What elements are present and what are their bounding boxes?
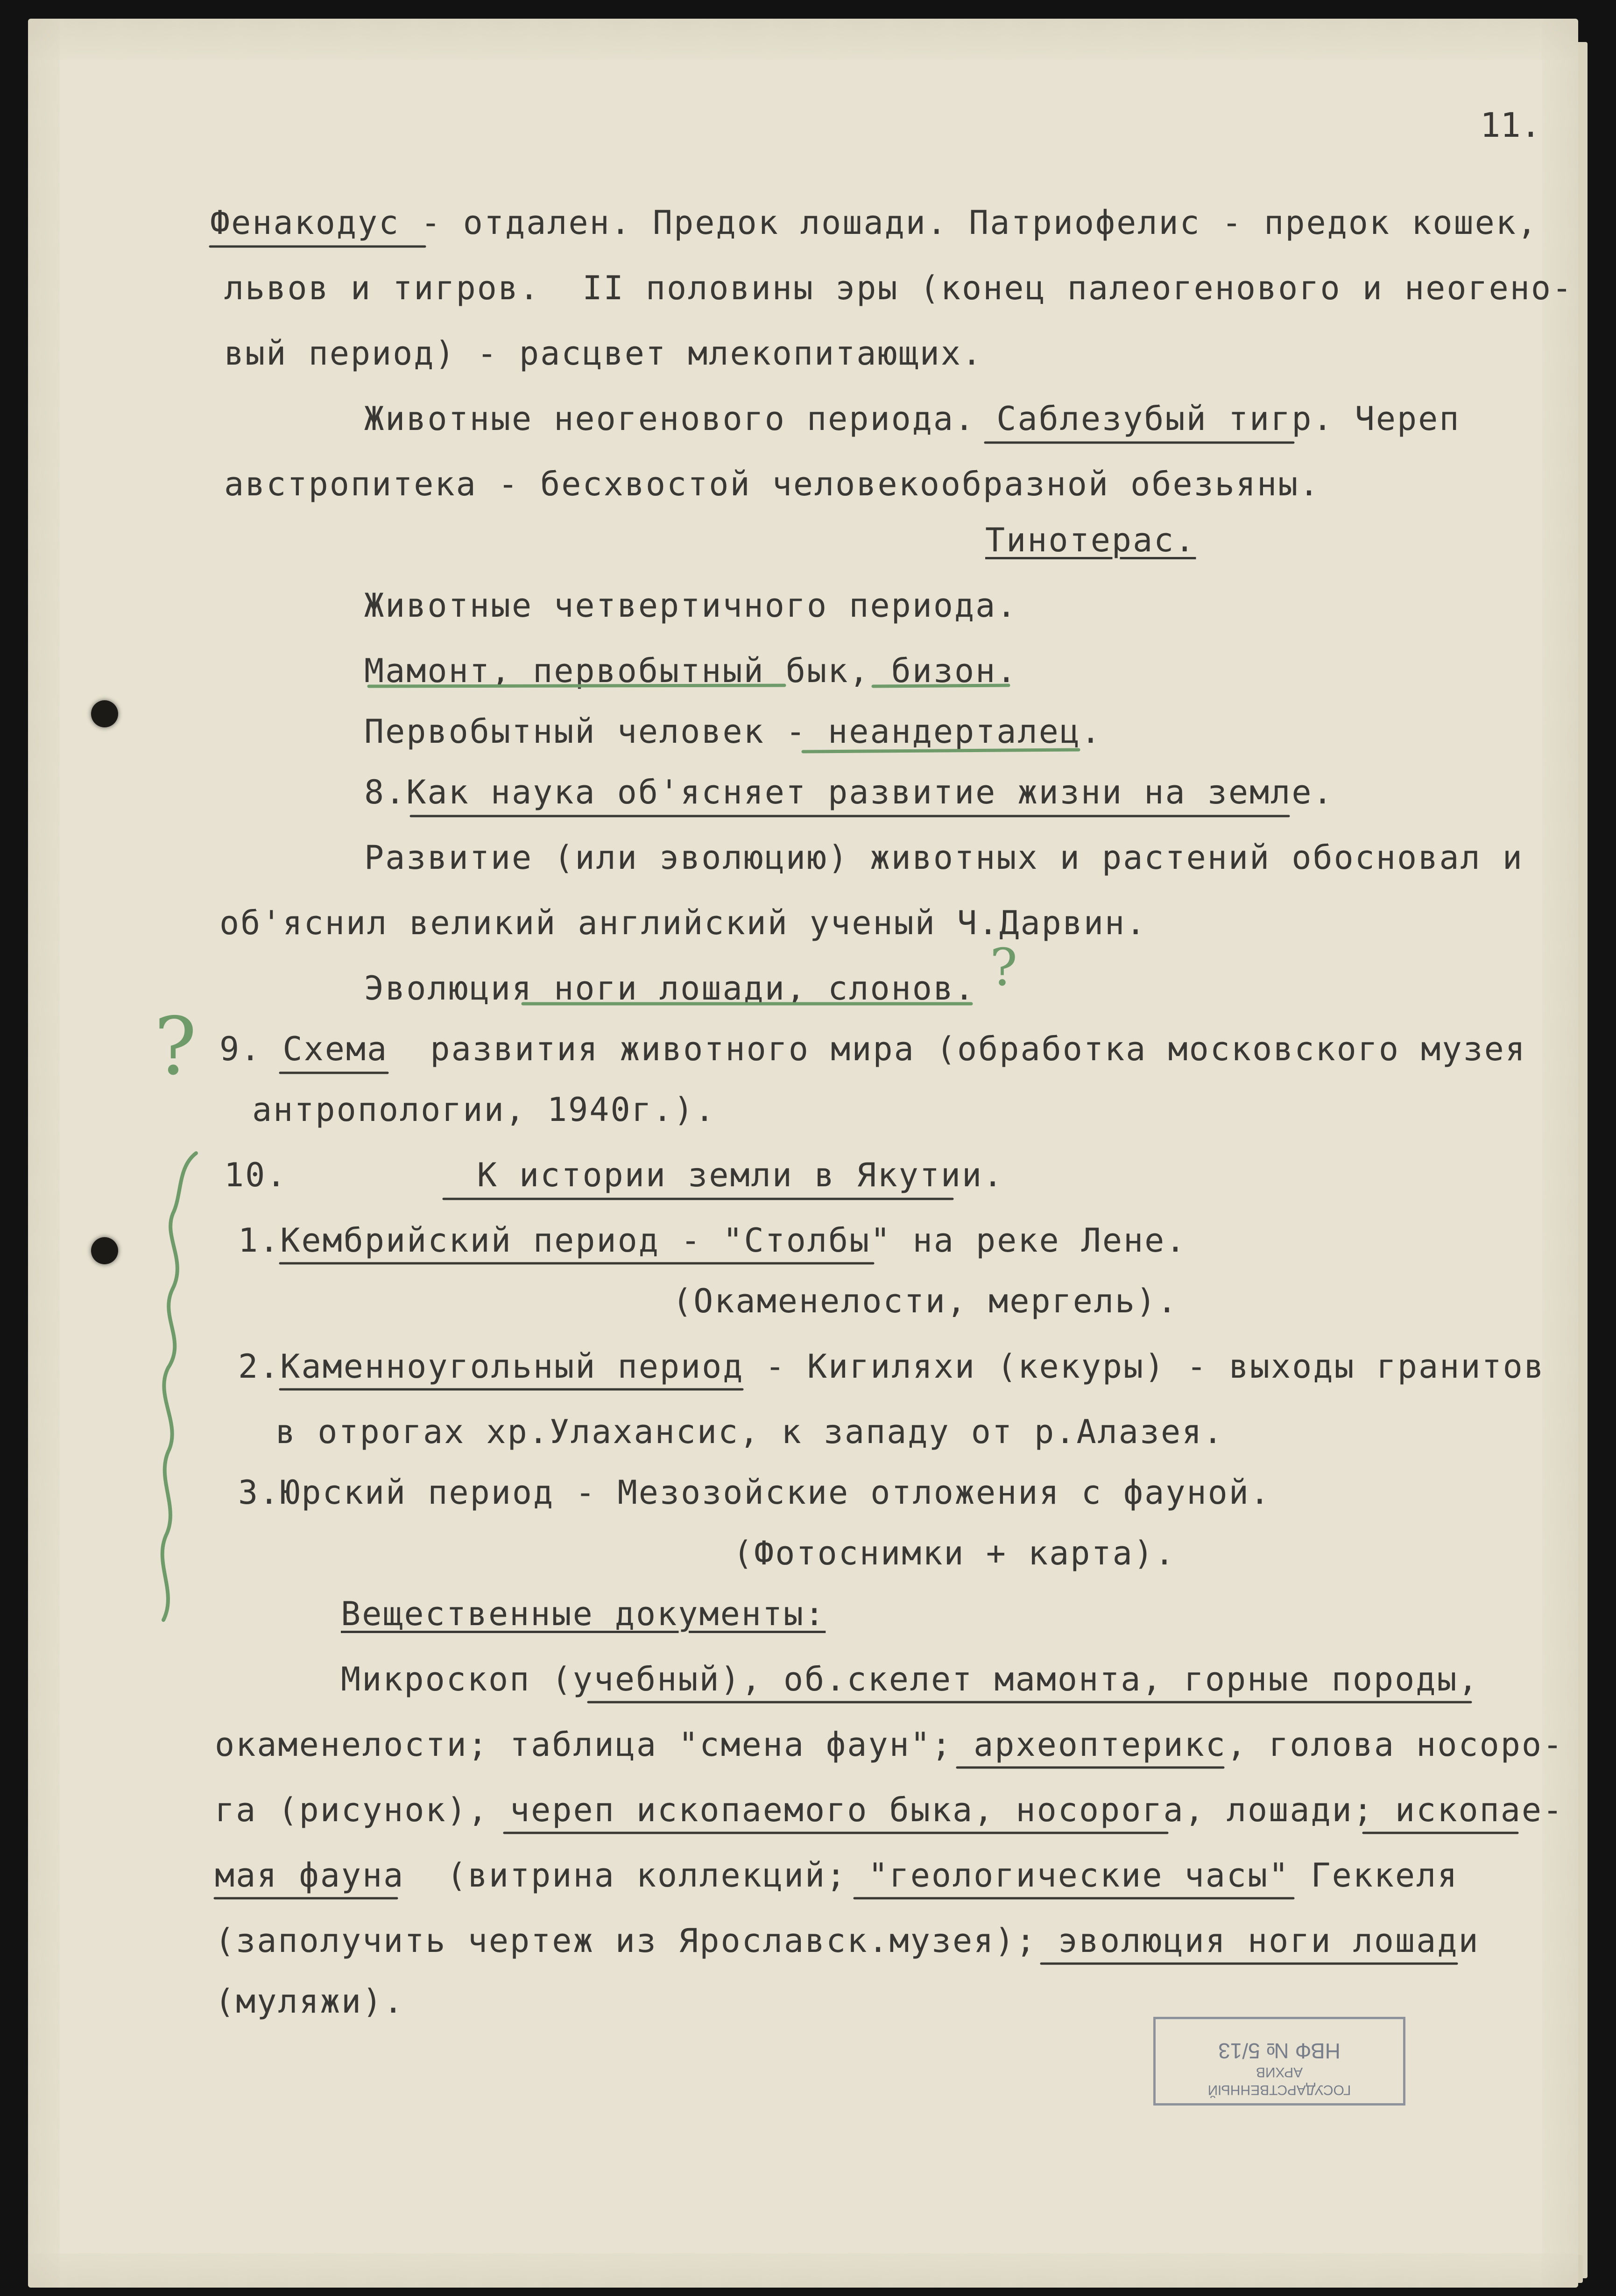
section-heading: 10. К истории земли в Якутии. (224, 1156, 1004, 1194)
green-question-mark-inline: ? (990, 937, 1017, 997)
text-line: 9. Схема развития животного мира (обработка московского музея (219, 1030, 1526, 1068)
stamp-line: АРХИВ (1256, 2064, 1303, 2080)
text-line: га (рисунок), череп ископаемого быка, носорога, лошади; ископае- (215, 1791, 1564, 1829)
text-line: (заполучить чертеж из Ярославск.музея); эволюция ноги лошади (215, 1922, 1480, 1960)
text-line: об'яснил великий английский ученый Ч.Дарвин. (219, 904, 1147, 942)
text-line: Тинотерас. (985, 521, 1196, 559)
text-line: Фенакодус - отдален. Предок лошади. Патриофелис - предок кошек, (210, 204, 1538, 242)
text-line: в отрогах хр.Улахансис, к западу от р.Алазея. (275, 1413, 1224, 1451)
text-line: Мамонт, первобытный бык, бизон. (364, 652, 1018, 690)
text-line: (муляжи). (215, 1982, 405, 2021)
page-number: 11. (1480, 106, 1541, 145)
green-underline (369, 685, 1009, 686)
text-line: окаменелости; таблица "смена фаун"; археоптерикс, голова носоро- (215, 1726, 1564, 1764)
text-line: 2.Каменноугольный период - Кигиляхи (кекуры) - выходы гранитов (238, 1347, 1545, 1386)
text-line: 3.Юрский период - Мезозойские отложения с фауной. (238, 1473, 1271, 1512)
text-line: мая фауна (витрина коллекций; "геологические часы" Геккеля (215, 1856, 1459, 1895)
green-underline (803, 750, 1079, 752)
section-heading: 8.Как наука об'ясняет развитие жизни на земле. (364, 773, 1334, 811)
text-line: Первобытный человек - неандерталец. (364, 712, 1102, 751)
text-line: Эволюция ноги лошади, слонов. (364, 969, 976, 1007)
text-line: львов и тигров. II половины эры (конец палеогенового и неогено- (224, 269, 1574, 307)
text-line: Микроскоп (учебный), об.скелет мамонта, горные породы, (341, 1660, 1479, 1698)
archive-stamp (1153, 2017, 1405, 2106)
text-line: 1.Кембрийский период - "Столбы" на реке Лене. (238, 1221, 1187, 1260)
green-question-mark-margin: ? (154, 1000, 197, 1093)
text-line: (Фотоснимки + карта). (733, 1534, 1176, 1572)
text-line: (Окаменелости, мергель). (672, 1282, 1178, 1320)
text-line: Животные неогенового периода. Саблезубый тигр. Череп (364, 400, 1461, 438)
text-line: австропитека - бесхвостой человекообразной обезьяны. (224, 465, 1320, 503)
text-line: Животные четвертичного периода. (364, 586, 1018, 625)
text-line: вый период) - расцвет млекопитающих. (224, 334, 983, 373)
text-line: антропологии, 1940г.). (252, 1091, 716, 1129)
green-wavy-bracket (162, 1153, 196, 1620)
section-heading: Вещественные документы: (341, 1595, 826, 1633)
stamp-number: НВФ № 5/13 (1218, 2039, 1341, 2063)
stamp-line: ГОСУДАРСТВЕННЫЙ (1207, 2082, 1351, 2098)
text-line: Развитие (или эволюцию) животных и растений обосновал и (364, 838, 1524, 877)
